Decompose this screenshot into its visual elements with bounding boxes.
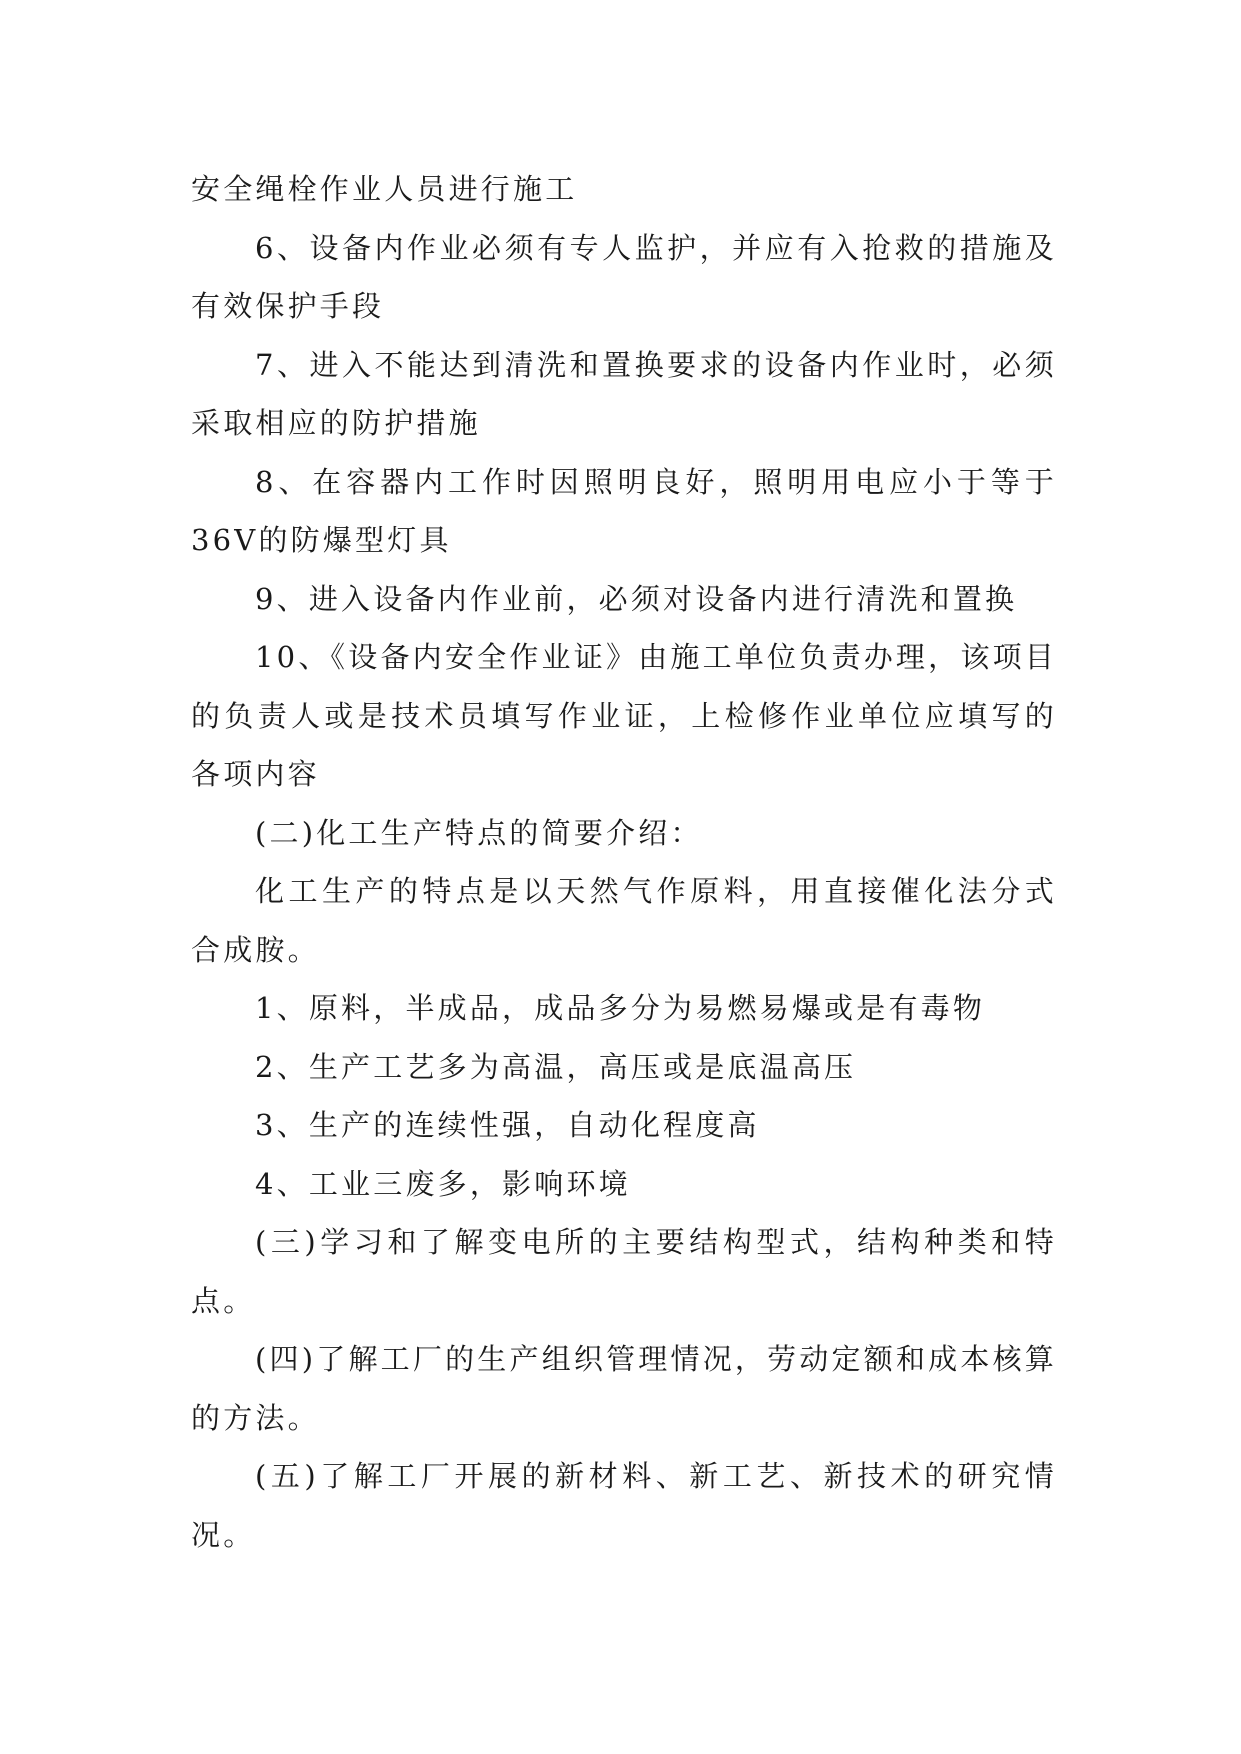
paragraph: (四)了解工厂的生产组织管理情况，劳动定额和成本核算的方法。 — [191, 1342, 1057, 1435]
paragraph: 4、工业三废多，影响环境 — [255, 1166, 631, 1201]
paragraph: 3、生产的连续性强，自动化程度高 — [255, 1108, 760, 1142]
paragraph: 9、进入设备内作业前，必须对设备内进行清洗和置换 — [255, 581, 1018, 616]
paragraph: 2、生产工艺多为高温，高压或是底温高压 — [255, 1049, 857, 1084]
paragraph: 10、《设备内安全作业证》由施工单位负责办理，该项目的负责人或是技术员填写作业证，上检修作业单位应填写的各项内容 — [191, 640, 1057, 791]
paragraph: 7、进入不能达到清洗和置换要求的设备内作业时，必须采取相应的防护措施 — [191, 347, 1057, 440]
paragraph: 8、在容器内工作时因照明良好，照明用电应小于等于36V的防爆型灯具 — [191, 464, 1057, 557]
paragraph: 1、原料，半成品，成品多分为易燃易爆或是有毒物 — [255, 991, 986, 1025]
paragraph: 6、设备内作业必须有专人监护，并应有入抢救的措施及有效保护手段 — [191, 230, 1057, 323]
paragraph: (二)化工生产特点的简要介绍： — [255, 815, 703, 850]
paragraph: (五)了解工厂开展的新材料、新工艺、新技术的研究情况。 — [191, 1459, 1057, 1552]
paragraph: 化工生产的特点是以天然气作原料，用直接催化法分式合成胺。 — [191, 874, 1057, 967]
paragraph: 安全绳栓作业人员进行施工 — [191, 172, 578, 206]
document-body — [191, 160, 1057, 1564]
paragraph: (三)学习和了解变电所的主要结构型式，结构种类和特点。 — [191, 1225, 1057, 1318]
